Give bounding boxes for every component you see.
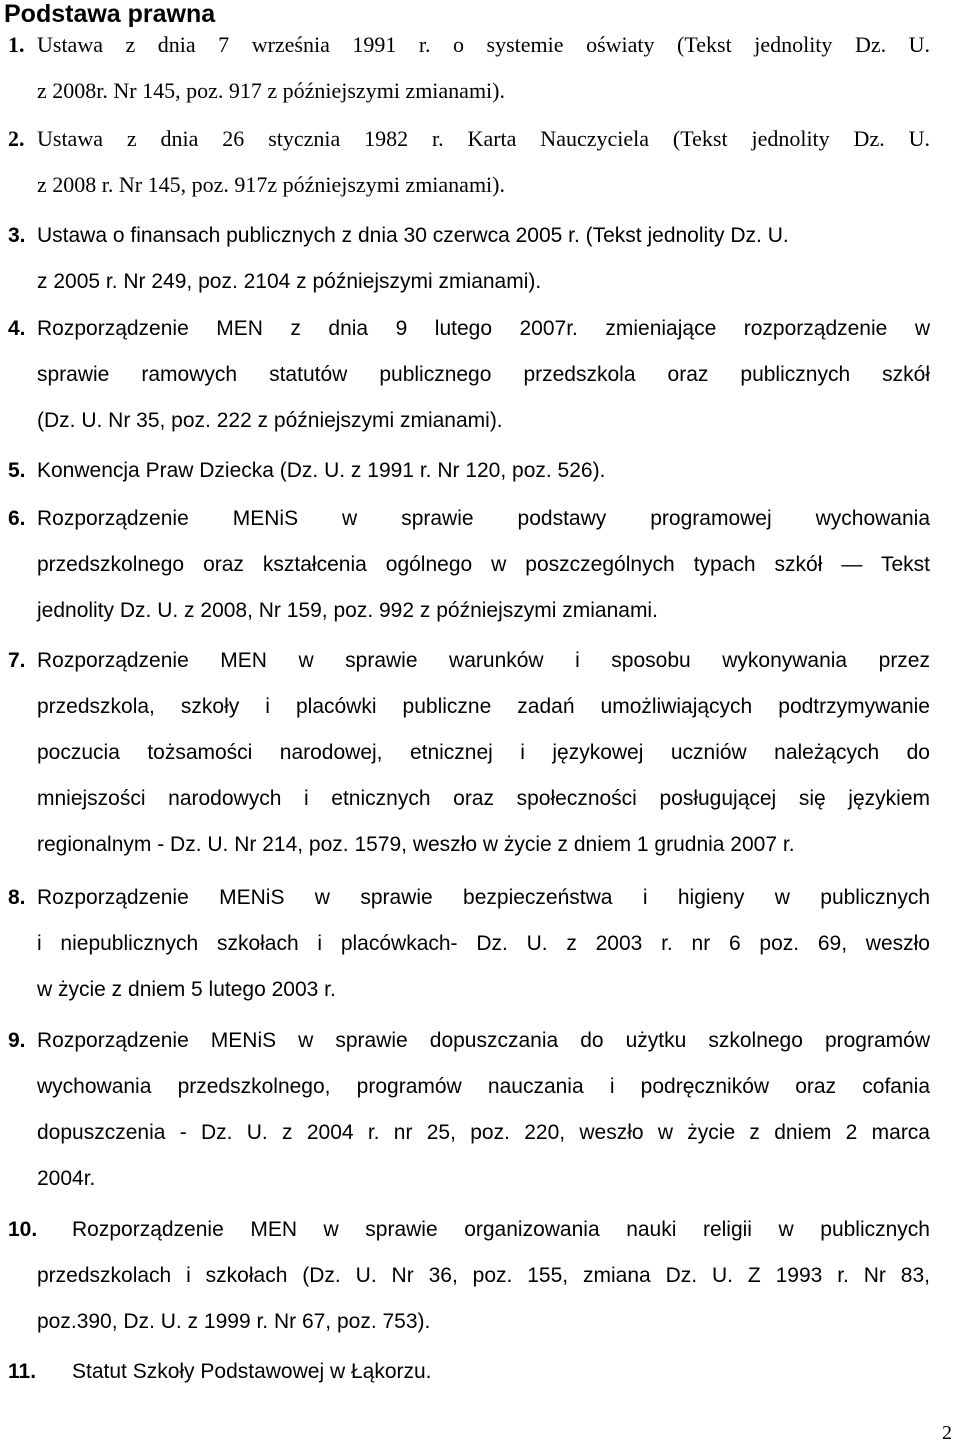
list-item [8, 306, 930, 444]
item-number: 2. [8, 126, 25, 151]
item-text: Konwencja Praw Dziecka (Dz. U. z 1991 r. Nr 120, poz. 526). [37, 459, 606, 482]
item-text: Rozporządzenie MENiS w sprawie podstawy programowej wychowania przedszkolnego oraz kształcenia ogólnego w poszczególnych typach szkół ― Tekst jednolity Dz. U. z 2008, Nr 159, poz. 992 z późniejszymi zmianami. [37, 507, 930, 622]
list-item [8, 1349, 930, 1395]
list-item [8, 875, 930, 1013]
list-item [8, 1018, 930, 1202]
item-text: Statut Szkoły Podstawowej w Łąkorzu. [72, 1360, 432, 1383]
list-item [8, 1207, 930, 1345]
item-number: 10. [8, 1218, 38, 1241]
item-number: 4. [8, 317, 26, 340]
item-number: 11. [8, 1360, 37, 1383]
item-text: Ustawa o finansach publicznych z dnia 30 czerwca 2005 r. (Tekst jednolity Dz. U. z 2005 r. Nr 249, poz. 2104 z późniejszymi zmianami). [37, 224, 789, 293]
item-number: 6. [8, 507, 26, 530]
list-item [8, 496, 930, 634]
list-item [8, 638, 930, 868]
list-item [8, 213, 930, 305]
item-text: Rozporządzenie MENiS w sprawie dopuszczania do użytku szkolnego programów wychowania przedszkolnego, programów nauczania i podręczników oraz cofania dopuszczenia - Dz. U. z 2004 r. nr 25, poz. 220, weszło w życie z dniem 2 marca 2004r. [37, 1029, 930, 1190]
item-text: Rozporządzenie MENiS w sprawie bezpieczeństwa i higieny w publicznych i niepublicznych szkołach i placówkach- Dz. U. z 2003 r. nr 6 poz. 69, weszło w życie z dniem 5 lutego 2003 r. [37, 886, 930, 1001]
item-text: Ustawa z dnia 7 września 1991 r. o systemie oświaty (Tekst jednolity Dz. U. z 2008r. Nr 145, poz. 917 z późniejszymi zmianami). [37, 32, 930, 103]
item-text: Rozporządzenie MEN w sprawie organizowania nauki religii w publicznych przedszkolach i szkołach (Dz. U. Nr 36, poz. 155, zmiana Dz. U. Z 1993 r. Nr 83, poz.390, Dz. U. z 1999 r. Nr 67, poz. 753). [37, 1218, 930, 1333]
item-text: Ustawa z dnia 26 stycznia 1982 r. Karta Nauczyciela (Tekst jednolity Dz. U. z 2008 r. Nr 145, poz. 917z późniejszymi zmianami). [37, 126, 930, 197]
item-number: 3. [8, 224, 26, 247]
list-item [8, 448, 930, 494]
item-number: 5. [8, 459, 26, 482]
list-item [8, 22, 930, 114]
item-number: 7. [8, 649, 26, 672]
item-number: 8. [8, 886, 26, 909]
item-text: Rozporządzenie MEN z dnia 9 lutego 2007r. zmieniające rozporządzenie w sprawie ramowych statutów publicznego przedszkola oraz publicznych szkół (Dz. U. Nr 35, poz. 222 z późniejszymi zmianami). [37, 317, 930, 432]
item-number: 9. [8, 1029, 26, 1052]
page-title: Podstawa prawna [4, 0, 216, 28]
item-number: 1. [8, 32, 25, 57]
list-item [8, 116, 930, 208]
page-number: 2 [942, 1422, 952, 1444]
item-text: Rozporządzenie MEN w sprawie warunków i sposobu wykonywania przez przedszkola, szkoły i placówki publiczne zadań umożliwiających podtrzymywanie poczucia tożsamości narodowej, etnicznej i językowej uczniów należących do mniejszości narodowych i etnicznych oraz społeczności posługującej się językiem regionalnym - Dz. U. Nr 214, poz. 1579, weszło w życie z dniem 1 grudnia 2007 r. [37, 649, 930, 856]
